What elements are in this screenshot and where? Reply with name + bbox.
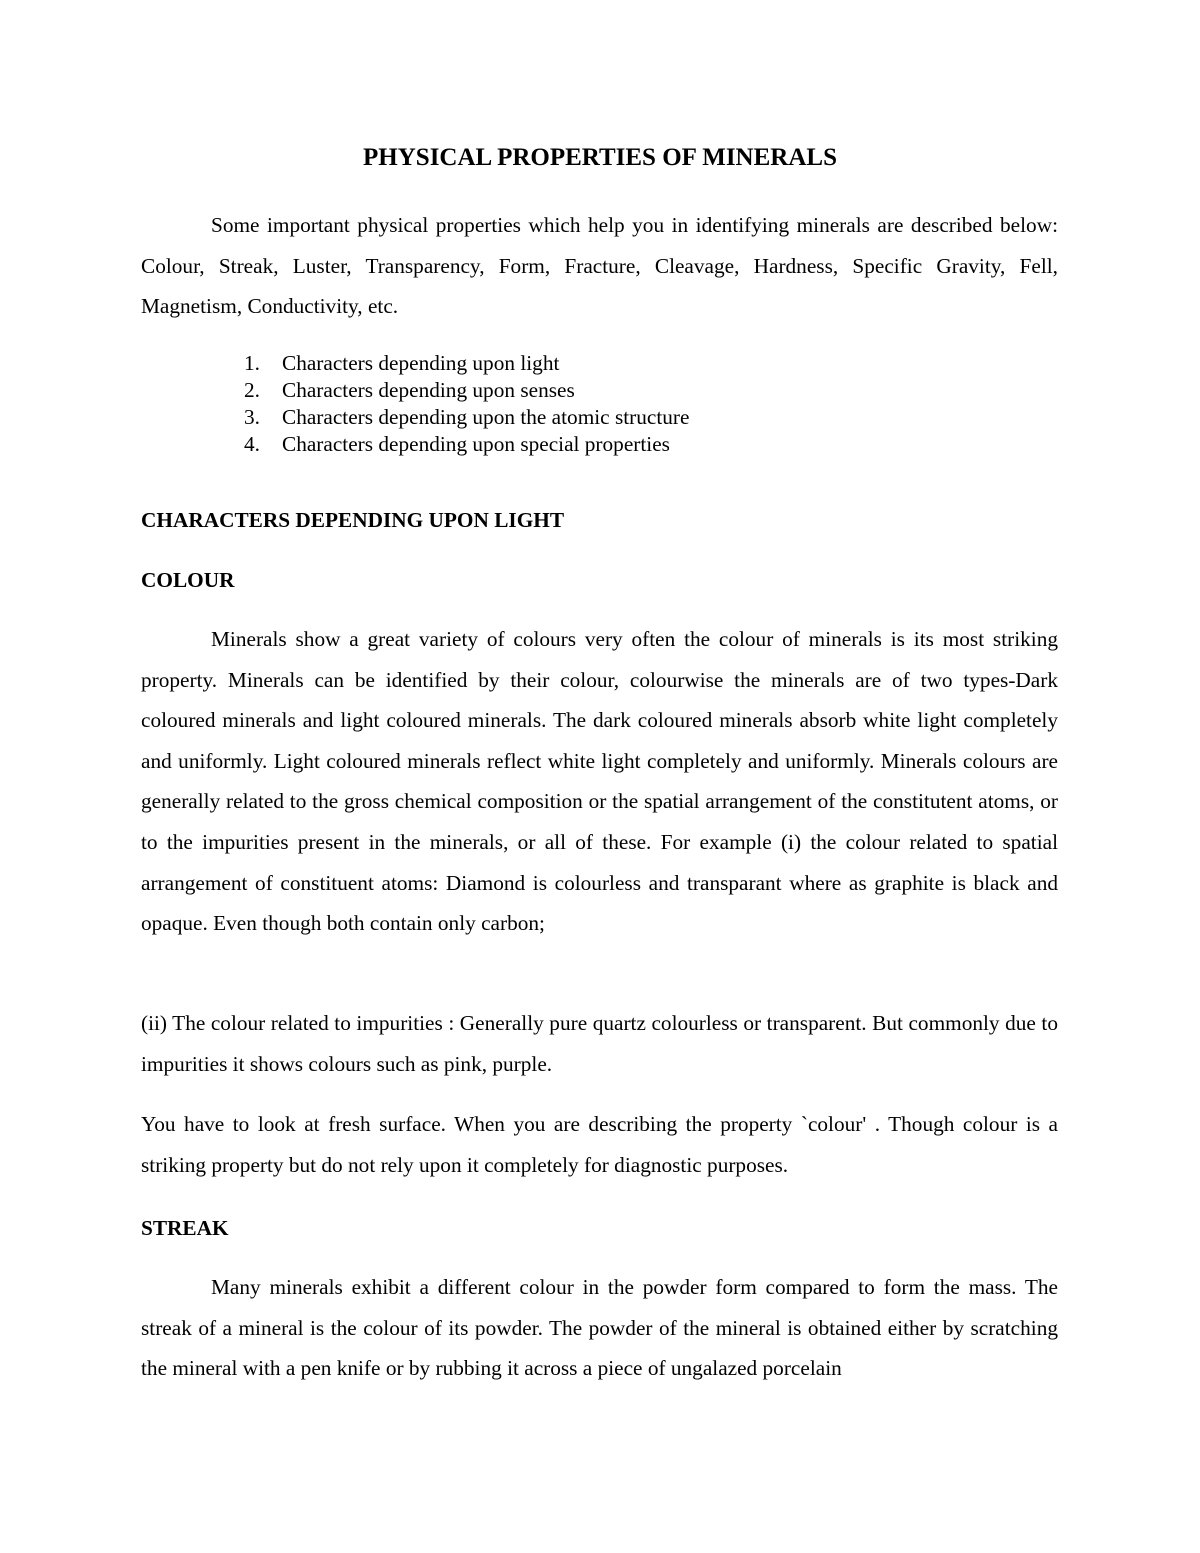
list-item xyxy=(244,431,689,458)
colour-paragraph-2: (ii) The colour related to impurities : Generally pure quartz colourless or transparent. But commonly due to impurities it shows colours such as pink, purple. xyxy=(141,1011,1058,1076)
list-item-number: 3. xyxy=(244,405,260,429)
document-title: PHYSICAL PROPERTIES OF MINERALS xyxy=(363,144,837,171)
list-item-number: 1. xyxy=(244,351,260,375)
section-heading-light: CHARACTERS DEPENDING UPON LIGHT xyxy=(141,508,565,532)
list-item-number: 2. xyxy=(244,378,260,402)
colour-paragraph-3: You have to look at fresh surface. When you are describing the property `colour' . Though colour is a striking property but do not rely upon it completely for diagnostic purposes. xyxy=(141,1112,1058,1177)
colour-paragraph-1: Minerals show a great variety of colours very often the colour of minerals is its most striking property. Minerals can be identified by their colour, colourwise the minerals are of two types-Dark coloured minerals and light coloured minerals. The dark coloured minerals absorb white light completely and uniformly. Light coloured minerals reflect white light completely and uniformly. Minerals colours are generally related to the gross chemical composition or the spatial arrangement of the constitutent atoms, or to the impurities present in the minerals, or all of these. For example (i) the colour related to spatial arrangement of constituent atoms: Diamond is colourless and transparant where as graphite is black and opaque. Even though both contain only carbon; xyxy=(141,627,1058,936)
list-item-text: Characters depending upon light xyxy=(282,351,560,375)
list-item-text: Characters depending upon senses xyxy=(282,378,575,402)
list-item-text: Characters depending upon the atomic structure xyxy=(282,405,690,429)
list-item xyxy=(244,377,689,404)
streak-paragraph-1: Many minerals exhibit a different colour in the powder form compared to form the mass. The streak of a mineral is the colour of its powder. The powder of the mineral is obtained either by scratching the mineral with a pen knife or by rubbing it across a piece of ungalazed porcelain xyxy=(141,1275,1058,1381)
colour-heading: COLOUR xyxy=(141,568,235,592)
streak-heading: STREAK xyxy=(141,1216,229,1240)
list-item xyxy=(244,350,689,377)
list-item xyxy=(244,404,689,431)
characters-list xyxy=(244,350,689,458)
list-item-number: 4. xyxy=(244,432,260,456)
list-item-text: Characters depending upon special properties xyxy=(282,432,670,456)
intro-paragraph: Some important physical properties which help you in identifying minerals are described below: Colour, Streak, Luster, Transparency, Form, Fracture, Cleavage, Hardness, Specific Gravity, Fell, Magnetism, Conductivity, etc. xyxy=(141,213,1058,319)
